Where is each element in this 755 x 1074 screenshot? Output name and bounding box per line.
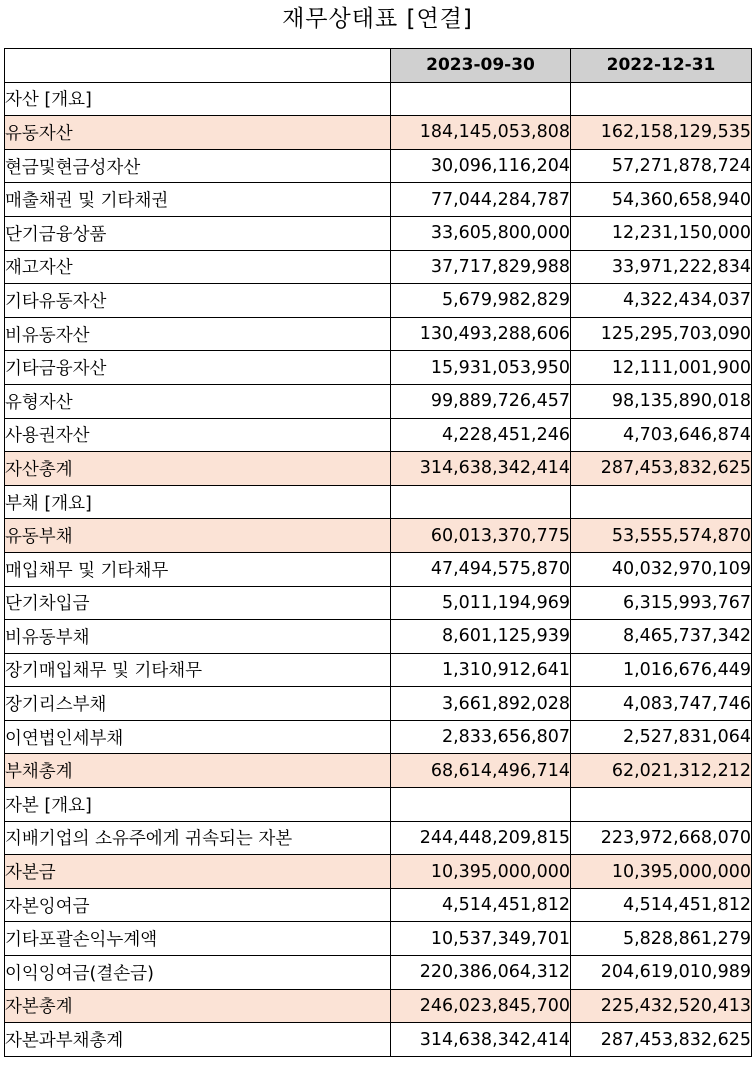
table-row [5,888,752,922]
row-label: 부채총계 [5,754,391,788]
table-row [5,754,752,788]
row-label: 유형자산 [5,384,391,418]
table-row [5,183,752,217]
table-row [5,149,752,183]
value-period-1: 130,493,288,606 [391,317,571,351]
value-period-1: 8,601,125,939 [391,620,571,654]
row-label: 단기금융상품 [5,216,391,250]
value-period-1: 60,013,370,775 [391,519,571,553]
table-row [5,116,752,150]
table-row [5,317,752,351]
table-body [5,82,752,1056]
table-row [5,922,752,956]
value-period-2: 53,555,574,870 [571,519,752,553]
value-period-1: 314,638,342,414 [391,1023,571,1057]
column-header-period-1: 2023-09-30 [391,49,571,83]
value-period-1 [391,788,571,822]
row-label: 자산 [개요] [5,82,391,116]
table-row [5,956,752,990]
value-period-2: 4,514,451,812 [571,888,752,922]
value-period-1: 244,448,209,815 [391,821,571,855]
value-period-1: 77,044,284,787 [391,183,571,217]
value-period-1: 30,096,116,204 [391,149,571,183]
value-period-1 [391,485,571,519]
value-period-2: 287,453,832,625 [571,1023,752,1057]
header-blank-cell [5,49,391,83]
table-row [5,1023,752,1057]
value-period-2: 40,032,970,109 [571,552,752,586]
table-row [5,216,752,250]
value-period-2: 54,360,658,940 [571,183,752,217]
row-label: 자본총계 [5,989,391,1023]
row-label: 이연법인세부채 [5,720,391,754]
row-label: 유동부채 [5,519,391,553]
value-period-2: 12,111,001,900 [571,351,752,385]
value-period-2: 62,021,312,212 [571,754,752,788]
value-period-2: 4,083,747,746 [571,687,752,721]
table-row [5,452,752,486]
row-label: 기타금융자산 [5,351,391,385]
column-header-period-2: 2022-12-31 [571,49,752,83]
value-period-2 [571,485,752,519]
value-period-2: 6,315,993,767 [571,586,752,620]
row-label: 사용권자산 [5,418,391,452]
value-period-2 [571,82,752,116]
value-period-2: 1,016,676,449 [571,653,752,687]
value-period-1: 5,011,194,969 [391,586,571,620]
page-title: 재무상태표 [연결] [282,6,473,32]
row-label: 이익잉여금(결손금) [5,956,391,990]
table-row [5,552,752,586]
row-label: 비유동자산 [5,317,391,351]
value-period-1: 37,717,829,988 [391,250,571,284]
value-period-1: 4,228,451,246 [391,418,571,452]
row-label: 장기매입채무 및 기타채무 [5,653,391,687]
value-period-1: 33,605,800,000 [391,216,571,250]
value-period-2: 8,465,737,342 [571,620,752,654]
header-row [5,49,752,83]
value-period-2: 225,432,520,413 [571,989,752,1023]
value-period-2: 12,231,150,000 [571,216,752,250]
value-period-1: 246,023,845,700 [391,989,571,1023]
row-label: 단기차입금 [5,586,391,620]
value-period-2: 33,971,222,834 [571,250,752,284]
value-period-1 [391,82,571,116]
value-period-1: 10,537,349,701 [391,922,571,956]
value-period-2: 5,828,861,279 [571,922,752,956]
table-row [5,687,752,721]
row-label: 재고자산 [5,250,391,284]
value-period-1: 2,833,656,807 [391,720,571,754]
value-period-2: 204,619,010,989 [571,956,752,990]
value-period-2: 4,703,646,874 [571,418,752,452]
row-label: 자산총계 [5,452,391,486]
value-period-1: 4,514,451,812 [391,888,571,922]
table-row [5,855,752,889]
value-period-1: 5,679,982,829 [391,284,571,318]
row-label: 유동자산 [5,116,391,150]
value-period-2: 10,395,000,000 [571,855,752,889]
value-period-1: 220,386,064,312 [391,956,571,990]
row-label: 기타포괄손익누계액 [5,922,391,956]
table-row [5,82,752,116]
row-label: 자본잉여금 [5,888,391,922]
value-period-2: 2,527,831,064 [571,720,752,754]
table-row [5,821,752,855]
table-row [5,989,752,1023]
row-label: 지배기업의 소유주에게 귀속되는 자본 [5,821,391,855]
value-period-2: 162,158,129,535 [571,116,752,150]
table-row [5,586,752,620]
row-label: 자본금 [5,855,391,889]
table-row [5,653,752,687]
row-label: 부채 [개요] [5,485,391,519]
row-label: 현금및현금성자산 [5,149,391,183]
row-label: 매출채권 및 기타채권 [5,183,391,217]
balance-sheet-table [4,48,752,1057]
value-period-1: 47,494,575,870 [391,552,571,586]
value-period-1: 15,931,053,950 [391,351,571,385]
value-period-1: 3,661,892,028 [391,687,571,721]
value-period-1: 184,145,053,808 [391,116,571,150]
row-label: 자본과부채총계 [5,1023,391,1057]
table-row [5,788,752,822]
value-period-2: 57,271,878,724 [571,149,752,183]
value-period-2 [571,788,752,822]
row-label: 장기리스부채 [5,687,391,721]
table-row [5,351,752,385]
value-period-2: 4,322,434,037 [571,284,752,318]
value-period-1: 1,310,912,641 [391,653,571,687]
table-row [5,720,752,754]
value-period-1: 68,614,496,714 [391,754,571,788]
row-label: 비유동부채 [5,620,391,654]
row-label: 기타유동자산 [5,284,391,318]
value-period-1: 10,395,000,000 [391,855,571,889]
table-row [5,284,752,318]
table-row [5,418,752,452]
row-label: 매입채무 및 기타채무 [5,552,391,586]
value-period-2: 98,135,890,018 [571,384,752,418]
table-row [5,250,752,284]
value-period-1: 314,638,342,414 [391,452,571,486]
table-row [5,485,752,519]
value-period-1: 99,889,726,457 [391,384,571,418]
row-label: 자본 [개요] [5,788,391,822]
value-period-2: 287,453,832,625 [571,452,752,486]
value-period-2: 223,972,668,070 [571,821,752,855]
table-row [5,620,752,654]
table-row [5,519,752,553]
table-row [5,384,752,418]
value-period-2: 125,295,703,090 [571,317,752,351]
